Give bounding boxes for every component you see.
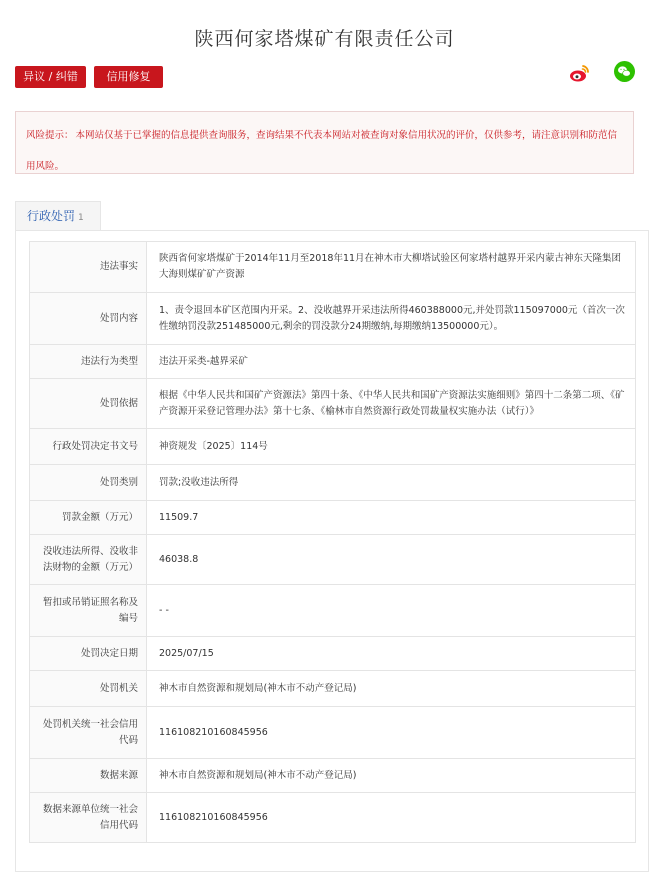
row-value: 46038.8 xyxy=(147,535,636,585)
row-label: 违法事实 xyxy=(30,242,147,293)
row-value: 神资规发〔2025〕114号 xyxy=(147,429,636,465)
notice-prefix: 风险提示： xyxy=(26,130,74,141)
penalty-table xyxy=(29,241,636,843)
row-label: 处罚依据 xyxy=(30,379,147,429)
row-value: 神木市自然资源和规划局(神木市不动产登记局) xyxy=(147,671,636,707)
table-row xyxy=(30,429,636,465)
table-row xyxy=(30,535,636,585)
table-row xyxy=(30,345,636,379)
row-label: 行政处罚决定书文号 xyxy=(30,429,147,465)
tab-administrative-penalty[interactable] xyxy=(15,201,101,231)
row-label: 处罚类别 xyxy=(30,465,147,501)
row-value: 罚款;没收违法所得 xyxy=(147,465,636,501)
row-label: 处罚机关统一社会信用代码 xyxy=(30,707,147,759)
credit-repair-button[interactable]: 信用修复 xyxy=(94,66,163,88)
tab-count: 1 xyxy=(78,213,84,223)
row-label: 处罚决定日期 xyxy=(30,637,147,671)
table-row xyxy=(30,707,636,759)
row-label: 数据来源 xyxy=(30,759,147,793)
row-value: 11509.7 xyxy=(147,501,636,535)
tab-label: 行政处罚 xyxy=(27,209,76,223)
penalty-panel xyxy=(15,201,649,872)
table-row xyxy=(30,242,636,293)
table-row xyxy=(30,671,636,707)
row-label: 暂扣或吊销证照名称及编号 xyxy=(30,585,147,637)
row-value: 1、责令退回本矿区范围内开采。2、没收越界开采违法所得460388000元,并处罚款115097000元（首次一次性缴纳罚没款251485000元,剩余的罚没款分24期缴纳,每期缴纳13500000元）。 xyxy=(147,293,636,345)
row-value: 神木市自然资源和规划局(神木市不动产登记局) xyxy=(147,759,636,793)
objection-button[interactable]: 异议 / 纠错 xyxy=(15,66,86,88)
row-label: 罚款金额（万元） xyxy=(30,501,147,535)
table-row xyxy=(30,759,636,793)
wechat-icon[interactable] xyxy=(614,61,635,82)
penalty-detail xyxy=(15,230,649,872)
row-value: 11610821016084595​6 xyxy=(147,793,636,843)
row-value: 陕西省何家塔煤矿于2014年11月至2018年11月在神木市大柳塔试验区何家塔村越界开采内蒙古神东天隆集团大海则煤矿矿产资源 xyxy=(147,242,636,293)
row-value: 违法开采类-越界采矿 xyxy=(147,345,636,379)
table-row xyxy=(30,379,636,429)
weibo-icon[interactable] xyxy=(568,62,590,84)
page-title: 陕西何家塔煤矿有限责任公司 xyxy=(194,28,455,50)
row-label: 没收违法所得、没收非法财物的金额（万元） xyxy=(30,535,147,585)
table-row xyxy=(30,793,636,843)
risk-notice xyxy=(15,111,634,174)
row-value: 2025/07/15 xyxy=(147,637,636,671)
table-row xyxy=(30,465,636,501)
row-value: 11610821016084595​6 xyxy=(147,707,636,759)
table-row xyxy=(30,501,636,535)
row-label: 处罚内容 xyxy=(30,293,147,345)
table-row xyxy=(30,293,636,345)
notice-text: 本网站仅基于已掌握的信息提供查询服务，查询结果不代表本网站对被查询对象信用状况的评价，仅供参考，请注意识别和防范信用风险。 xyxy=(26,130,618,172)
row-value: - - xyxy=(147,585,636,637)
row-label: 处罚机关 xyxy=(30,671,147,707)
table-row xyxy=(30,637,636,671)
table-row xyxy=(30,585,636,637)
row-label: 违法行为类型 xyxy=(30,345,147,379)
row-label: 数据来源单位统一社会信用代码 xyxy=(30,793,147,843)
row-value: 根据《中华人民共和国矿产资源法》第四十条、《中华人民共和国矿产资源法实施细则》第四十二条第二项、《矿产资源开采登记管理办法》第十七条、《榆林市自然资源行政处罚裁量权实施办法（试行）》 xyxy=(147,379,636,429)
